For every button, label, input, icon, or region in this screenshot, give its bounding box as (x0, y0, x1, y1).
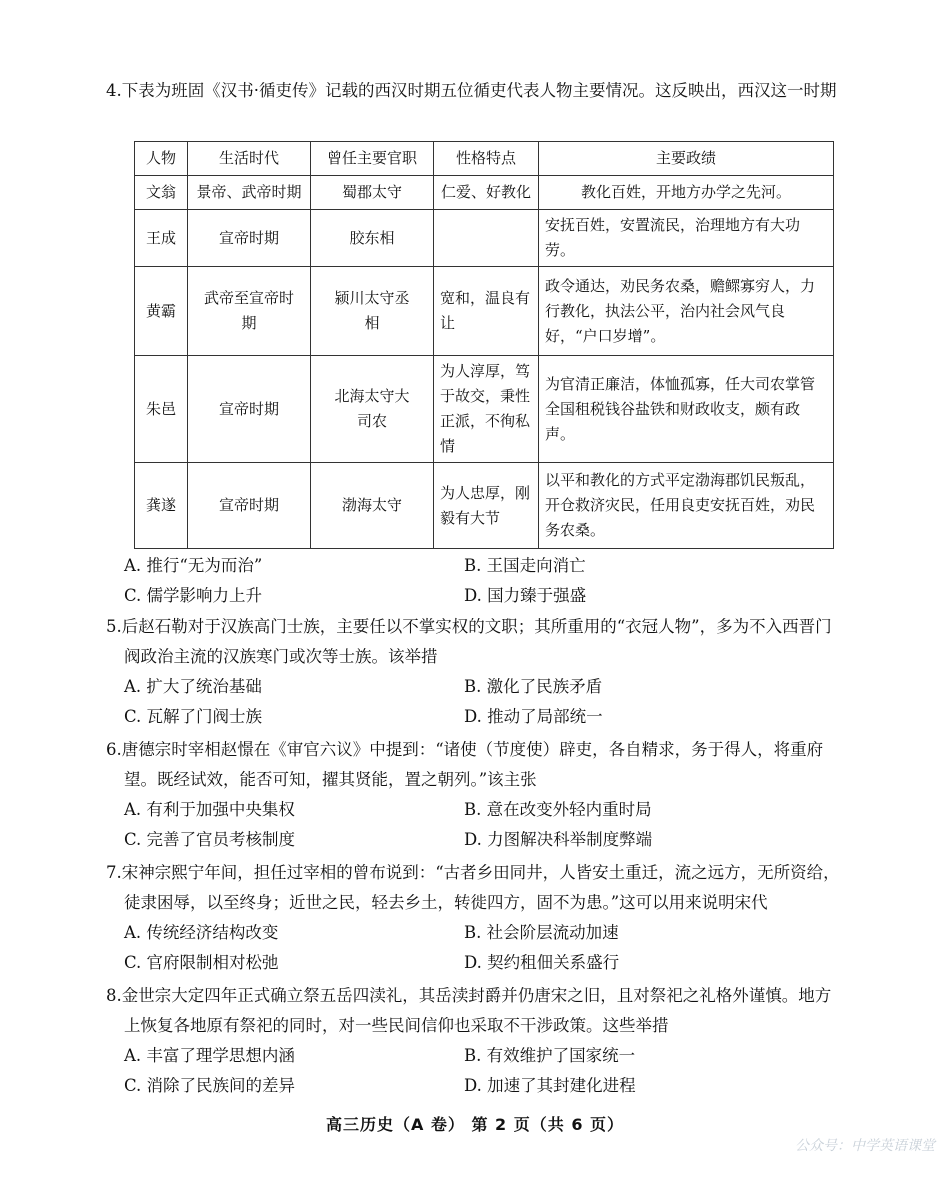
question-6-stem: 6.唐德宗时宰相赵憬在《审官六议》中提到：“诸使（节度使）辟吏，各自精求，务于得人，将重府望。既经试效，能否可知，擢其贤能，置之朝列。”该主张 (106, 740, 824, 789)
table-cell: 胶东相 (311, 210, 434, 267)
question-4-options (106, 551, 846, 611)
table-cell: 安抚百姓，安置流民，治理地方有大功劳。 (539, 210, 834, 267)
question-7-stem: 7.宋神宗熙宁年间，担任过宰相的曾布说到：“古者乡田同井，人皆安土重迁，流之远方，无所资给，徒隶困辱，以至终身；近世之民，轻去乡土，转徙四方，固不为患。”这可以用来说明宋代 (106, 863, 840, 912)
option-a[interactable]: A. 扩大了统治基础 (124, 677, 262, 696)
watermark: 公众号：中学英语课堂 (795, 1138, 935, 1154)
option-b[interactable]: B. 激化了民族矛盾 (464, 677, 603, 696)
table-header-cell: 生活时代 (188, 142, 311, 176)
table-cell: 宣帝时期 (188, 463, 311, 549)
question-5 (106, 612, 846, 732)
table-cell: 黄霸 (135, 267, 188, 356)
option-c[interactable]: C. 瓦解了门阀士族 (124, 707, 263, 726)
page-footer: 高三历史（A 卷） 第 2 页（共 6 页） (325, 1115, 625, 1134)
option-c[interactable]: C. 儒学影响力上升 (124, 586, 263, 605)
question-8 (106, 981, 846, 1101)
option-b[interactable]: B. 王国走向消亡 (464, 556, 586, 575)
option-d[interactable]: D. 国力臻于强盛 (464, 586, 587, 605)
option-d[interactable]: D. 契约租佃关系盛行 (464, 953, 620, 972)
option-d[interactable]: D. 加速了其封建化进程 (464, 1076, 636, 1095)
table-cell: 教化百姓，开地方办学之先河。 (539, 176, 834, 210)
option-c[interactable]: C. 完善了官员考核制度 (124, 830, 296, 849)
question-8-stem: 8.金世宗大定四年正式确立祭五岳四渎礼，其岳渎封爵并仍唐宋之旧，且对祭祀之礼格外谨慎。地方上恢复各地原有祭祀的同时，对一些民间信仰也采取不干涉政策。这些举措 (106, 986, 832, 1035)
table-cell: 以平和教化的方式平定渤海郡饥民叛乱，开仓救济灾民，任用良吏安抚百姓，劝民务农桑。 (539, 463, 834, 549)
table-header-cell: 性格特点 (434, 142, 539, 176)
table-cell: 王成 (135, 210, 188, 267)
table-cell: 宣帝时期 (188, 356, 311, 463)
table-cell: 朱邑 (135, 356, 188, 463)
table-cell: 为人忠厚，刚毅有大节 (434, 463, 539, 549)
table-row (135, 463, 834, 549)
question-6 (106, 735, 846, 855)
table-cell: 龚遂 (135, 463, 188, 549)
option-d[interactable]: D. 推动了局部统一 (464, 707, 603, 726)
option-a[interactable]: A. 丰富了理学思想内涵 (124, 1046, 295, 1065)
officials-table (134, 141, 834, 549)
option-a[interactable]: A. 推行“无为而治” (124, 556, 263, 575)
option-a[interactable]: A. 有利于加强中央集权 (124, 800, 295, 819)
option-c[interactable]: C. 官府限制相对松弛 (124, 953, 279, 972)
option-b[interactable]: B. 社会阶层流动加速 (464, 923, 619, 942)
table-cell: 北海太守大司农 (311, 356, 434, 463)
table-header-row (135, 142, 834, 176)
table-cell: 渤海太守 (311, 463, 434, 549)
table-cell: 颍川太守丞相 (311, 267, 434, 356)
table-row (135, 356, 834, 463)
table-cell: 蜀郡太守 (311, 176, 434, 210)
option-a[interactable]: A. 传统经济结构改变 (124, 923, 279, 942)
table-cell: 宽和，温良有让 (434, 267, 539, 356)
table-row (135, 267, 834, 356)
table-header-cell: 主要政绩 (539, 142, 834, 176)
option-d[interactable]: D. 力图解决科举制度弊端 (464, 830, 653, 849)
table-cell: 为官清正廉洁，体恤孤寡，任大司农掌管全国租税钱谷盐铁和财政收支，颇有政声。 (539, 356, 834, 463)
table-cell: 仁爱、好教化 (434, 176, 539, 210)
table-row (135, 210, 834, 267)
table-header-cell: 曾任主要官职 (311, 142, 434, 176)
option-c[interactable]: C. 消除了民族间的差异 (124, 1076, 296, 1095)
table-cell (434, 210, 539, 267)
table-cell: 为人淳厚，笃于故交，秉性正派，不徇私情 (434, 356, 539, 463)
table-cell: 景帝、武帝时期 (188, 176, 311, 210)
question-4 (106, 76, 846, 106)
option-b[interactable]: B. 有效维护了国家统一 (464, 1046, 636, 1065)
table-header-cell: 人物 (135, 142, 188, 176)
table-cell: 文翁 (135, 176, 188, 210)
table-cell: 宣帝时期 (188, 210, 311, 267)
table-cell: 政令通达，劝民务农桑，赡鳏寡穷人，力行教化，执法公平，治内社会风气良好，“户口岁增”。 (539, 267, 834, 356)
question-4-stem: 4.下表为班固《汉书·循吏传》记载的西汉时期五位循吏代表人物主要情况。这反映出，西汉这一时期 (106, 81, 837, 100)
table-cell: 武帝至宣帝时期 (188, 267, 311, 356)
option-b[interactable]: B. 意在改变外轻内重时局 (464, 800, 652, 819)
table-row (135, 176, 834, 210)
question-5-stem: 5.后赵石勒对于汉族高门士族，主要任以不掌实权的文职；其所重用的“衣冠人物”，多为不入西晋门阀政治主流的汉族寒门或次等士族。该举措 (106, 617, 832, 666)
question-7 (106, 858, 846, 978)
